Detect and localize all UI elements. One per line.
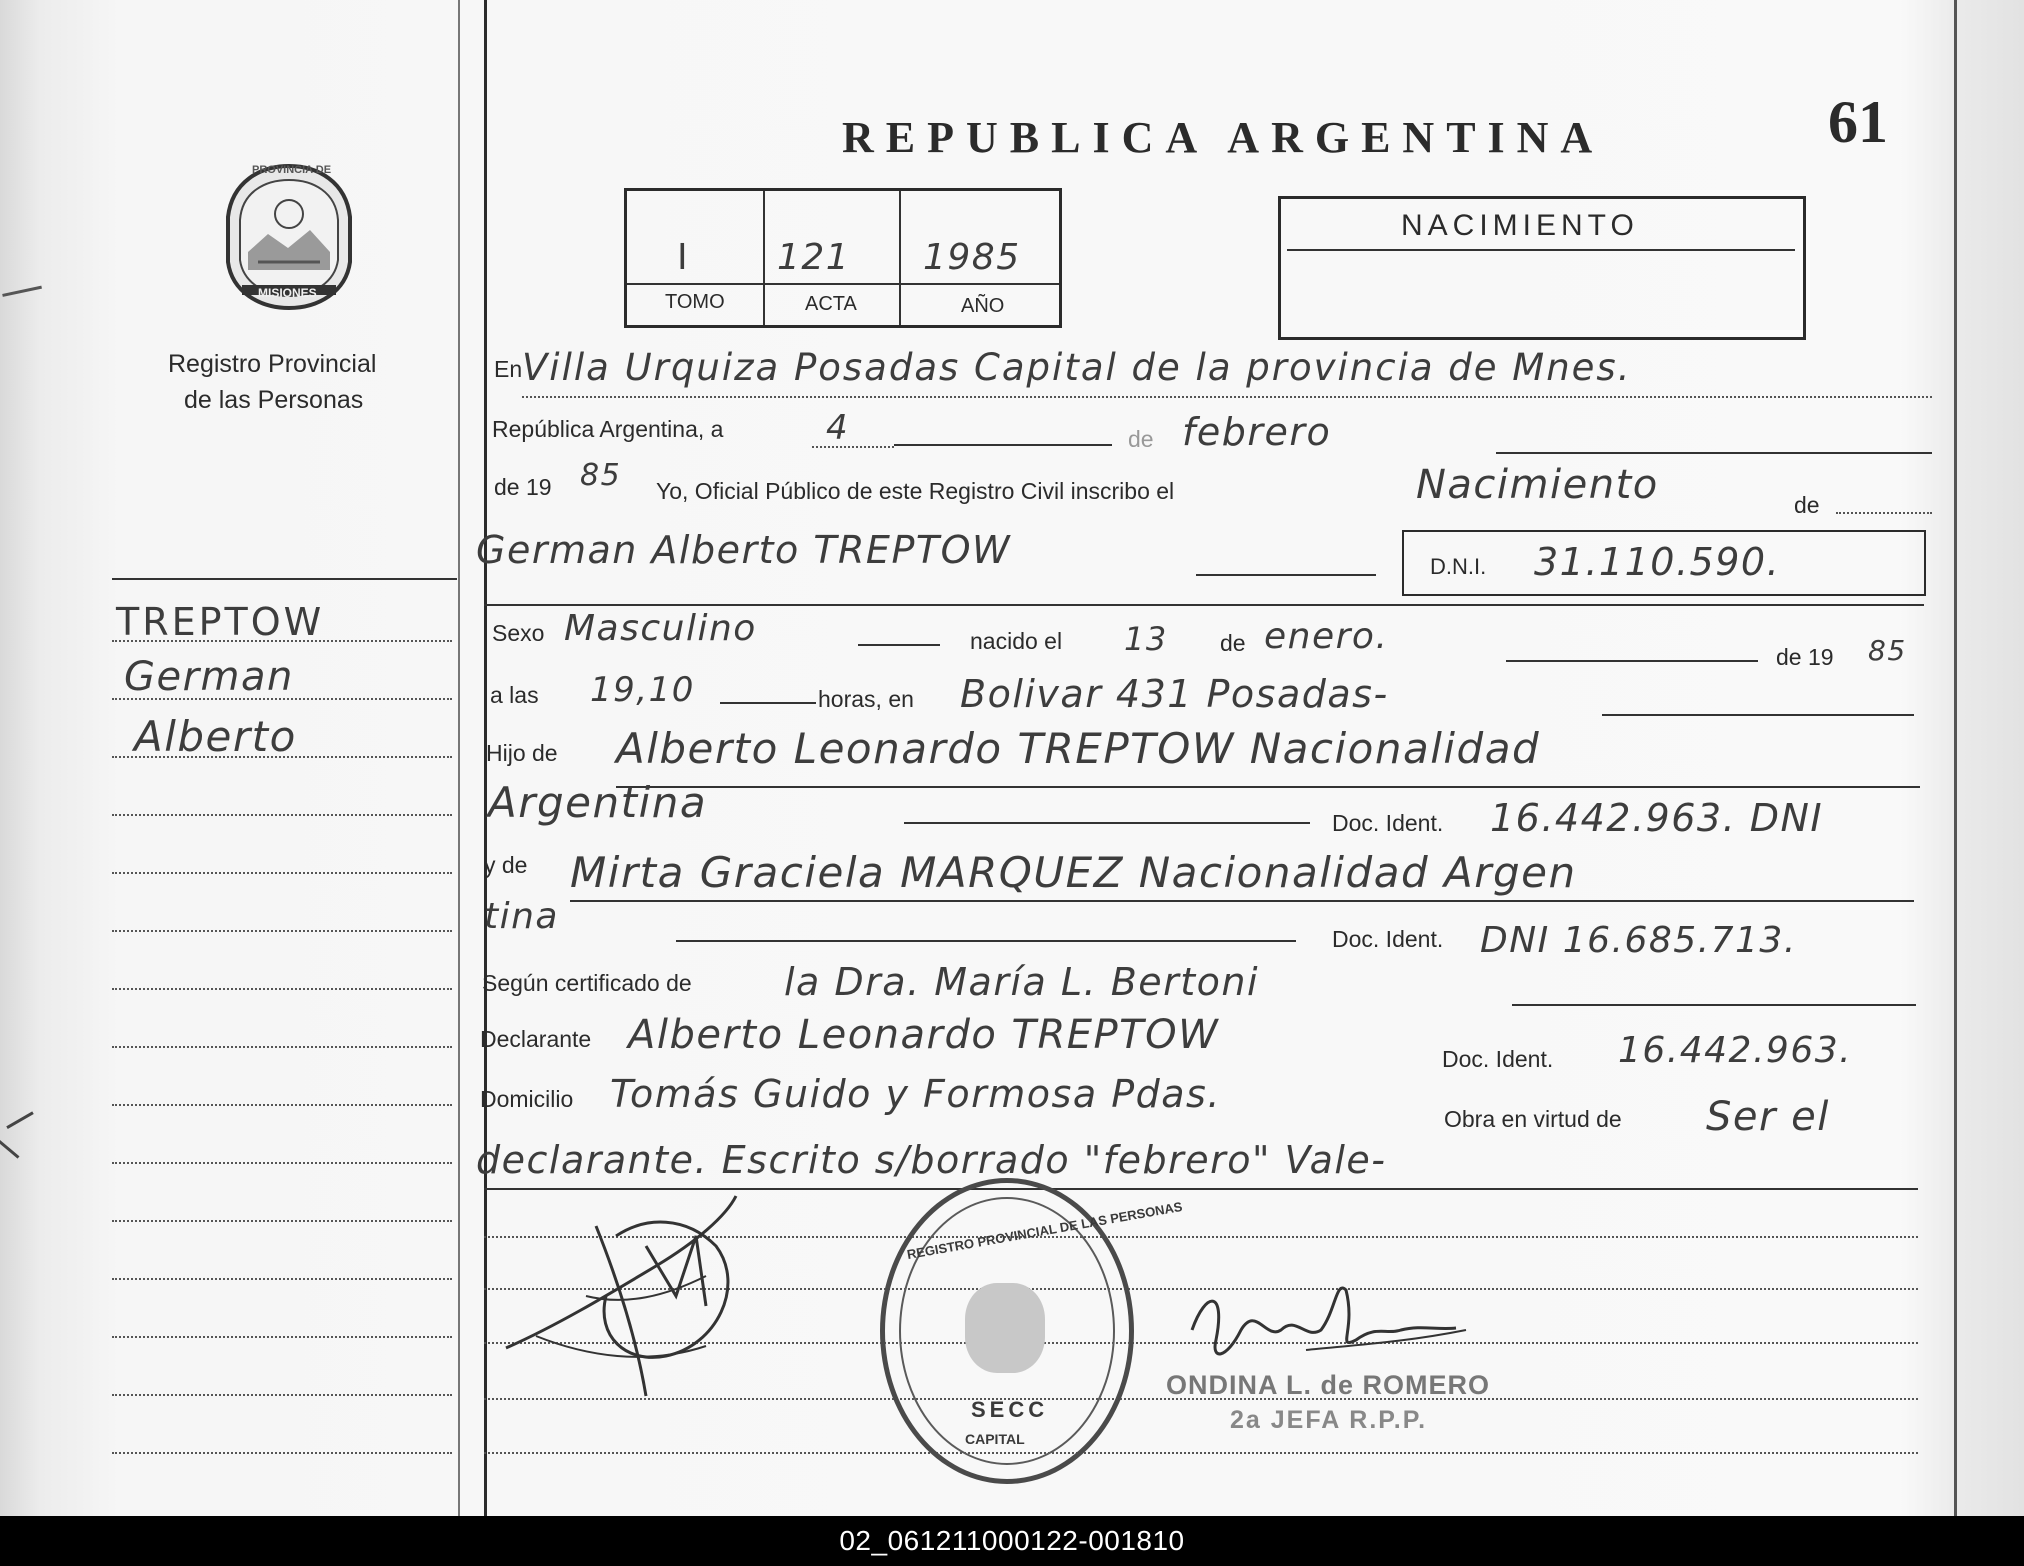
- left-divider: [112, 578, 457, 580]
- signatory-name: ONDINA L. de ROMERO: [1166, 1370, 1491, 1400]
- official-signature: [1186, 1270, 1476, 1380]
- hijo-label: Hijo de: [486, 740, 558, 766]
- page-number: 61: [1828, 89, 1888, 155]
- file-id-bar: [0, 1516, 2024, 1566]
- official-text: Yo, Oficial Público de este Registro Civil inscribo el: [656, 478, 1175, 504]
- segun-label: Según certificado de: [482, 970, 692, 996]
- binding-mark: [0, 266, 42, 297]
- de-label-1: de: [1128, 426, 1154, 452]
- doc-ident-label-2: Doc. Ident.: [1332, 926, 1444, 952]
- sexo-label: Sexo: [492, 620, 545, 646]
- doc-ident-label: Doc. Ident.: [1332, 810, 1444, 836]
- birth-month: enero.: [1264, 616, 1389, 657]
- signatory-title: 2a JEFA R.P.P.: [1230, 1406, 1428, 1434]
- left-name2: Alberto: [134, 712, 297, 761]
- father-doc: 16.442.963. DNI: [1490, 796, 1824, 840]
- horas-label: horas, en: [818, 686, 914, 712]
- note-value: declarante. Escrito s/borrado "febrero" Vale-: [476, 1138, 1387, 1182]
- mother-doc: DNI 16.685.713.: [1480, 920, 1797, 961]
- registry-number-box: [624, 188, 1062, 328]
- father-value: Alberto Leonardo TREPTOW Nacionalidad: [616, 724, 1541, 773]
- binding-mark: [0, 1124, 32, 1158]
- acta-value: 121: [777, 237, 851, 278]
- institution-line2: de las Personas: [184, 386, 364, 414]
- father-nationality: Argentina: [488, 778, 708, 827]
- institution-line1: Registro Provincial: [168, 350, 377, 378]
- en-label: En: [494, 356, 523, 382]
- nacido-label: nacido el: [970, 628, 1063, 654]
- doctor-value: la Dra. María L. Bertoni: [784, 960, 1260, 1004]
- seal-top-text: PROVINCIA DE: [252, 164, 332, 176]
- de-label-3: de: [1220, 630, 1246, 656]
- month-value: febrero: [1182, 410, 1332, 454]
- day-value: 4: [826, 408, 850, 448]
- de-label-2: de: [1794, 492, 1820, 518]
- record-type-box: [1278, 196, 1806, 340]
- official-stamp: [880, 1178, 1184, 1484]
- domicilio-label: Domicilio: [480, 1086, 574, 1112]
- tomo-label: TOMO: [665, 291, 725, 313]
- hour-value: 19,10: [590, 670, 695, 710]
- acta-label: ACTA: [805, 293, 857, 315]
- right-border: [1954, 0, 1957, 1516]
- mother-nationality: tina: [484, 896, 559, 937]
- place-value: Villa Urquiza Posadas Capital de la provincia de Mnes.: [522, 346, 1632, 389]
- declarante-label: Declarante: [480, 1026, 592, 1052]
- file-id: 02_061211000122-001810: [839, 1525, 1185, 1556]
- de19-label: de 19: [494, 474, 552, 500]
- person-value: German Alberto TREPTOW: [476, 528, 1012, 572]
- record-type: NACIMIENTO: [1401, 209, 1639, 242]
- declarante-value: Alberto Leonardo TREPTOW: [628, 1012, 1220, 1058]
- seal-bottom-text: MISIONES: [258, 286, 317, 300]
- event-value: Nacimiento: [1416, 462, 1659, 508]
- obra-label: Obra en virtud de: [1444, 1106, 1622, 1132]
- tomo-value: I: [677, 237, 690, 278]
- birthplace-value: Bolivar 431 Posadas-: [960, 672, 1389, 716]
- republica-label: República Argentina, a: [492, 416, 724, 442]
- left-name1: German: [124, 654, 294, 700]
- declarante-doc: 16.442.963.: [1618, 1030, 1853, 1071]
- stamp-text-bottom: CAPITAL: [965, 1431, 1025, 1447]
- y-de-label: y de: [484, 852, 528, 878]
- ano-value: 1985: [923, 237, 1021, 278]
- de19-label-2: de 19: [1776, 644, 1834, 670]
- year-suffix: 85: [580, 458, 622, 493]
- binding-mark: [0, 1094, 34, 1129]
- alas-label: a las: [490, 682, 539, 708]
- dni-box: [1402, 530, 1926, 596]
- dni-value: 31.110.590.: [1534, 540, 1781, 584]
- sexo-value: Masculino: [564, 608, 757, 649]
- declarant-signature: [496, 1176, 816, 1416]
- birth-year: 85: [1868, 634, 1907, 667]
- stamp-text-center: SECC: [971, 1397, 1049, 1422]
- page-title: REPUBLICA ARGENTINA: [842, 113, 1605, 162]
- ano-label: AÑO: [961, 295, 1005, 317]
- left-surname: TREPTOW: [116, 600, 325, 644]
- left-margin-line: [458, 0, 460, 1516]
- obra-value: Ser el: [1706, 1094, 1830, 1140]
- stamp-center-emblem: [965, 1283, 1045, 1373]
- provincial-seal: [218, 162, 360, 312]
- mother-value: Mirta Graciela MARQUEZ Nacionalidad Argen: [570, 848, 1577, 897]
- doc-ident-label-3: Doc. Ident.: [1442, 1046, 1554, 1072]
- stamp-text-top: REGISTRO PROVINCIAL DE LAS PERSONAS: [905, 1198, 1184, 1263]
- birth-day: 13: [1124, 620, 1168, 658]
- dni-label: D.N.I.: [1430, 554, 1487, 579]
- domicilio-value: Tomás Guido y Formosa Pdas.: [610, 1072, 1221, 1116]
